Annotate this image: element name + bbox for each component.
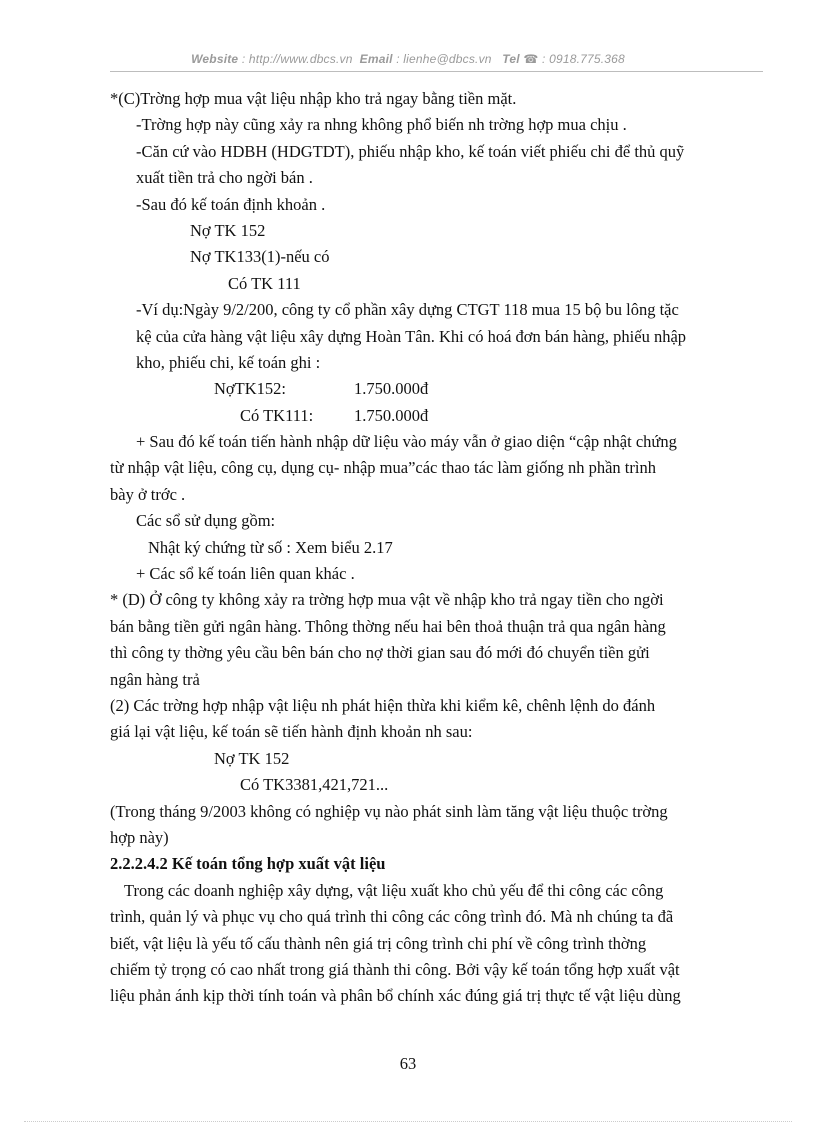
document-body xyxy=(110,86,760,1010)
paragraph-line: bày ở trớc . xyxy=(110,484,186,504)
website-label: Website xyxy=(191,52,239,66)
tel-label: Tel xyxy=(502,52,520,66)
section-heading: 2.2.2.4.2 Kế toán tổng hợp xuất vật liệu xyxy=(110,854,386,874)
paragraph-line: biết, vật liệu là yếu tố cấu thành nên giá trị công trình chi phí về công trình thờng xyxy=(110,933,647,953)
website-value: : http://www.dbcs.vn xyxy=(241,52,353,66)
journal-entry-debit: Nợ TK 152 xyxy=(190,220,266,240)
paragraph-line: giá lại vật liệu, kế toán sẽ tiến hành định khoản nh sau: xyxy=(110,722,473,742)
email-value: : lienhe@dbcs.vn xyxy=(396,52,492,66)
paragraph-line: -Trờng hợp này cũng xảy ra nhng không phổ biến nh trờng hợp mua chịu . xyxy=(136,115,627,135)
paragraph-line: xuất tiền trả cho ngời bán . xyxy=(136,168,313,188)
paragraph-line: thì công ty thờng yêu cầu bên bán cho nợ thời gian sau đó mới đó chuyển tiền gửi xyxy=(110,643,650,663)
credit-account: Có TK111: xyxy=(240,405,314,425)
paragraph-line: Các sổ sử dụng gồm: xyxy=(136,511,276,531)
paragraph-line: hợp này) xyxy=(110,827,169,847)
tel-value: : 0918.775.368 xyxy=(542,52,625,66)
paragraph-line: Trong các doanh nghiệp xây dựng, vật liệu xuất kho chủ yếu để thi công các công xyxy=(124,880,664,900)
paragraph-line: từ nhập vật liệu, công cụ, dụng cụ- nhập mua”các thao tác làm giống nh phần trình xyxy=(110,458,656,478)
footer-divider xyxy=(24,1121,792,1122)
paragraph-line: + Các sổ kế toán liên quan khác . xyxy=(136,564,355,584)
debit-account: NợTK152: xyxy=(214,379,286,399)
paragraph-line: -Sau đó kế toán định khoản . xyxy=(136,194,326,214)
journal-entry-credit: Có TK 111 xyxy=(228,273,301,293)
paragraph-line: liệu phản ánh kịp thời tính toán và phân bổ chính xác đúng giá trị thực tế vật liệu dùng xyxy=(110,986,681,1006)
paragraph-line: -Căn cứ vào HDBH (HDGTDT), phiếu nhập kho, kế toán viết phiếu chi để thủ quỹ xyxy=(136,141,685,161)
paragraph-line: ngân hàng trả xyxy=(110,669,200,689)
phone-icon: ☎ xyxy=(523,52,539,66)
journal-entry-debit: Nợ TK133(1)-nếu có xyxy=(190,247,330,267)
page-number: 63 xyxy=(399,1054,417,1073)
paragraph-line: chiếm tỷ trọng có cao nhất trong giá thành thi công. Bởi vậy kế toán tổng hợp xuất vật xyxy=(110,959,680,979)
paragraph-line: kho, phiếu chi, kế toán ghi : xyxy=(136,352,321,372)
paragraph-line: kệ của cửa hàng vật liệu xây dựng Hoàn Tân. Khi có hoá đơn bán hàng, phiếu nhập xyxy=(136,326,687,346)
email-label: Email xyxy=(359,52,393,66)
paragraph-line: + Sau đó kế toán tiến hành nhập dữ liệu vào máy vẫn ở giao diện “cập nhật chứng xyxy=(136,432,677,452)
paragraph-line: -Ví dụ:Ngày 9/2/200, công ty cổ phần xây dựng CTGT 118 mua 15 bộ bu lông tặc xyxy=(136,300,679,320)
paragraph-line: Nhật ký chứng từ số : Xem biểu 2.17 xyxy=(148,537,393,557)
paragraph-line: trình, quản lý và phục vụ cho quá trình thi công các công trình đó. Mà nh chúng ta đã xyxy=(110,907,674,927)
header-divider xyxy=(110,71,763,72)
journal-entry-credit: Có TK3381,421,721... xyxy=(240,775,389,795)
paragraph-line: (Trong tháng 9/2003 không có nghiệp vụ nào phát sinh làm tăng vật liệu thuộc trờng xyxy=(110,801,668,821)
journal-entry-amount-row xyxy=(110,403,760,429)
journal-entry-amount-row xyxy=(110,376,760,402)
page-header xyxy=(0,52,816,66)
journal-entry-debit: Nợ TK 152 xyxy=(214,748,290,768)
paragraph-line: * (D) Ở công ty không xảy ra trờng hợp mua vật về nhập kho trả ngay tiền cho ngời xyxy=(110,590,664,610)
credit-amount: 1.750.000đ xyxy=(354,405,429,425)
paragraph-line: bán bằng tiền gửi ngân hàng. Thông thờng nếu hai bên thoả thuận trả qua ngân hàng xyxy=(110,616,666,636)
debit-amount: 1.750.000đ xyxy=(354,379,429,399)
paragraph-line: *(C)Trờng hợp mua vật liệu nhập kho trả ngay bằng tiền mặt. xyxy=(110,89,517,108)
paragraph-line: (2) Các trờng hợp nhập vật liệu nh phát hiện thừa khi kiểm kê, chênh lệnh do đánh xyxy=(110,695,656,715)
